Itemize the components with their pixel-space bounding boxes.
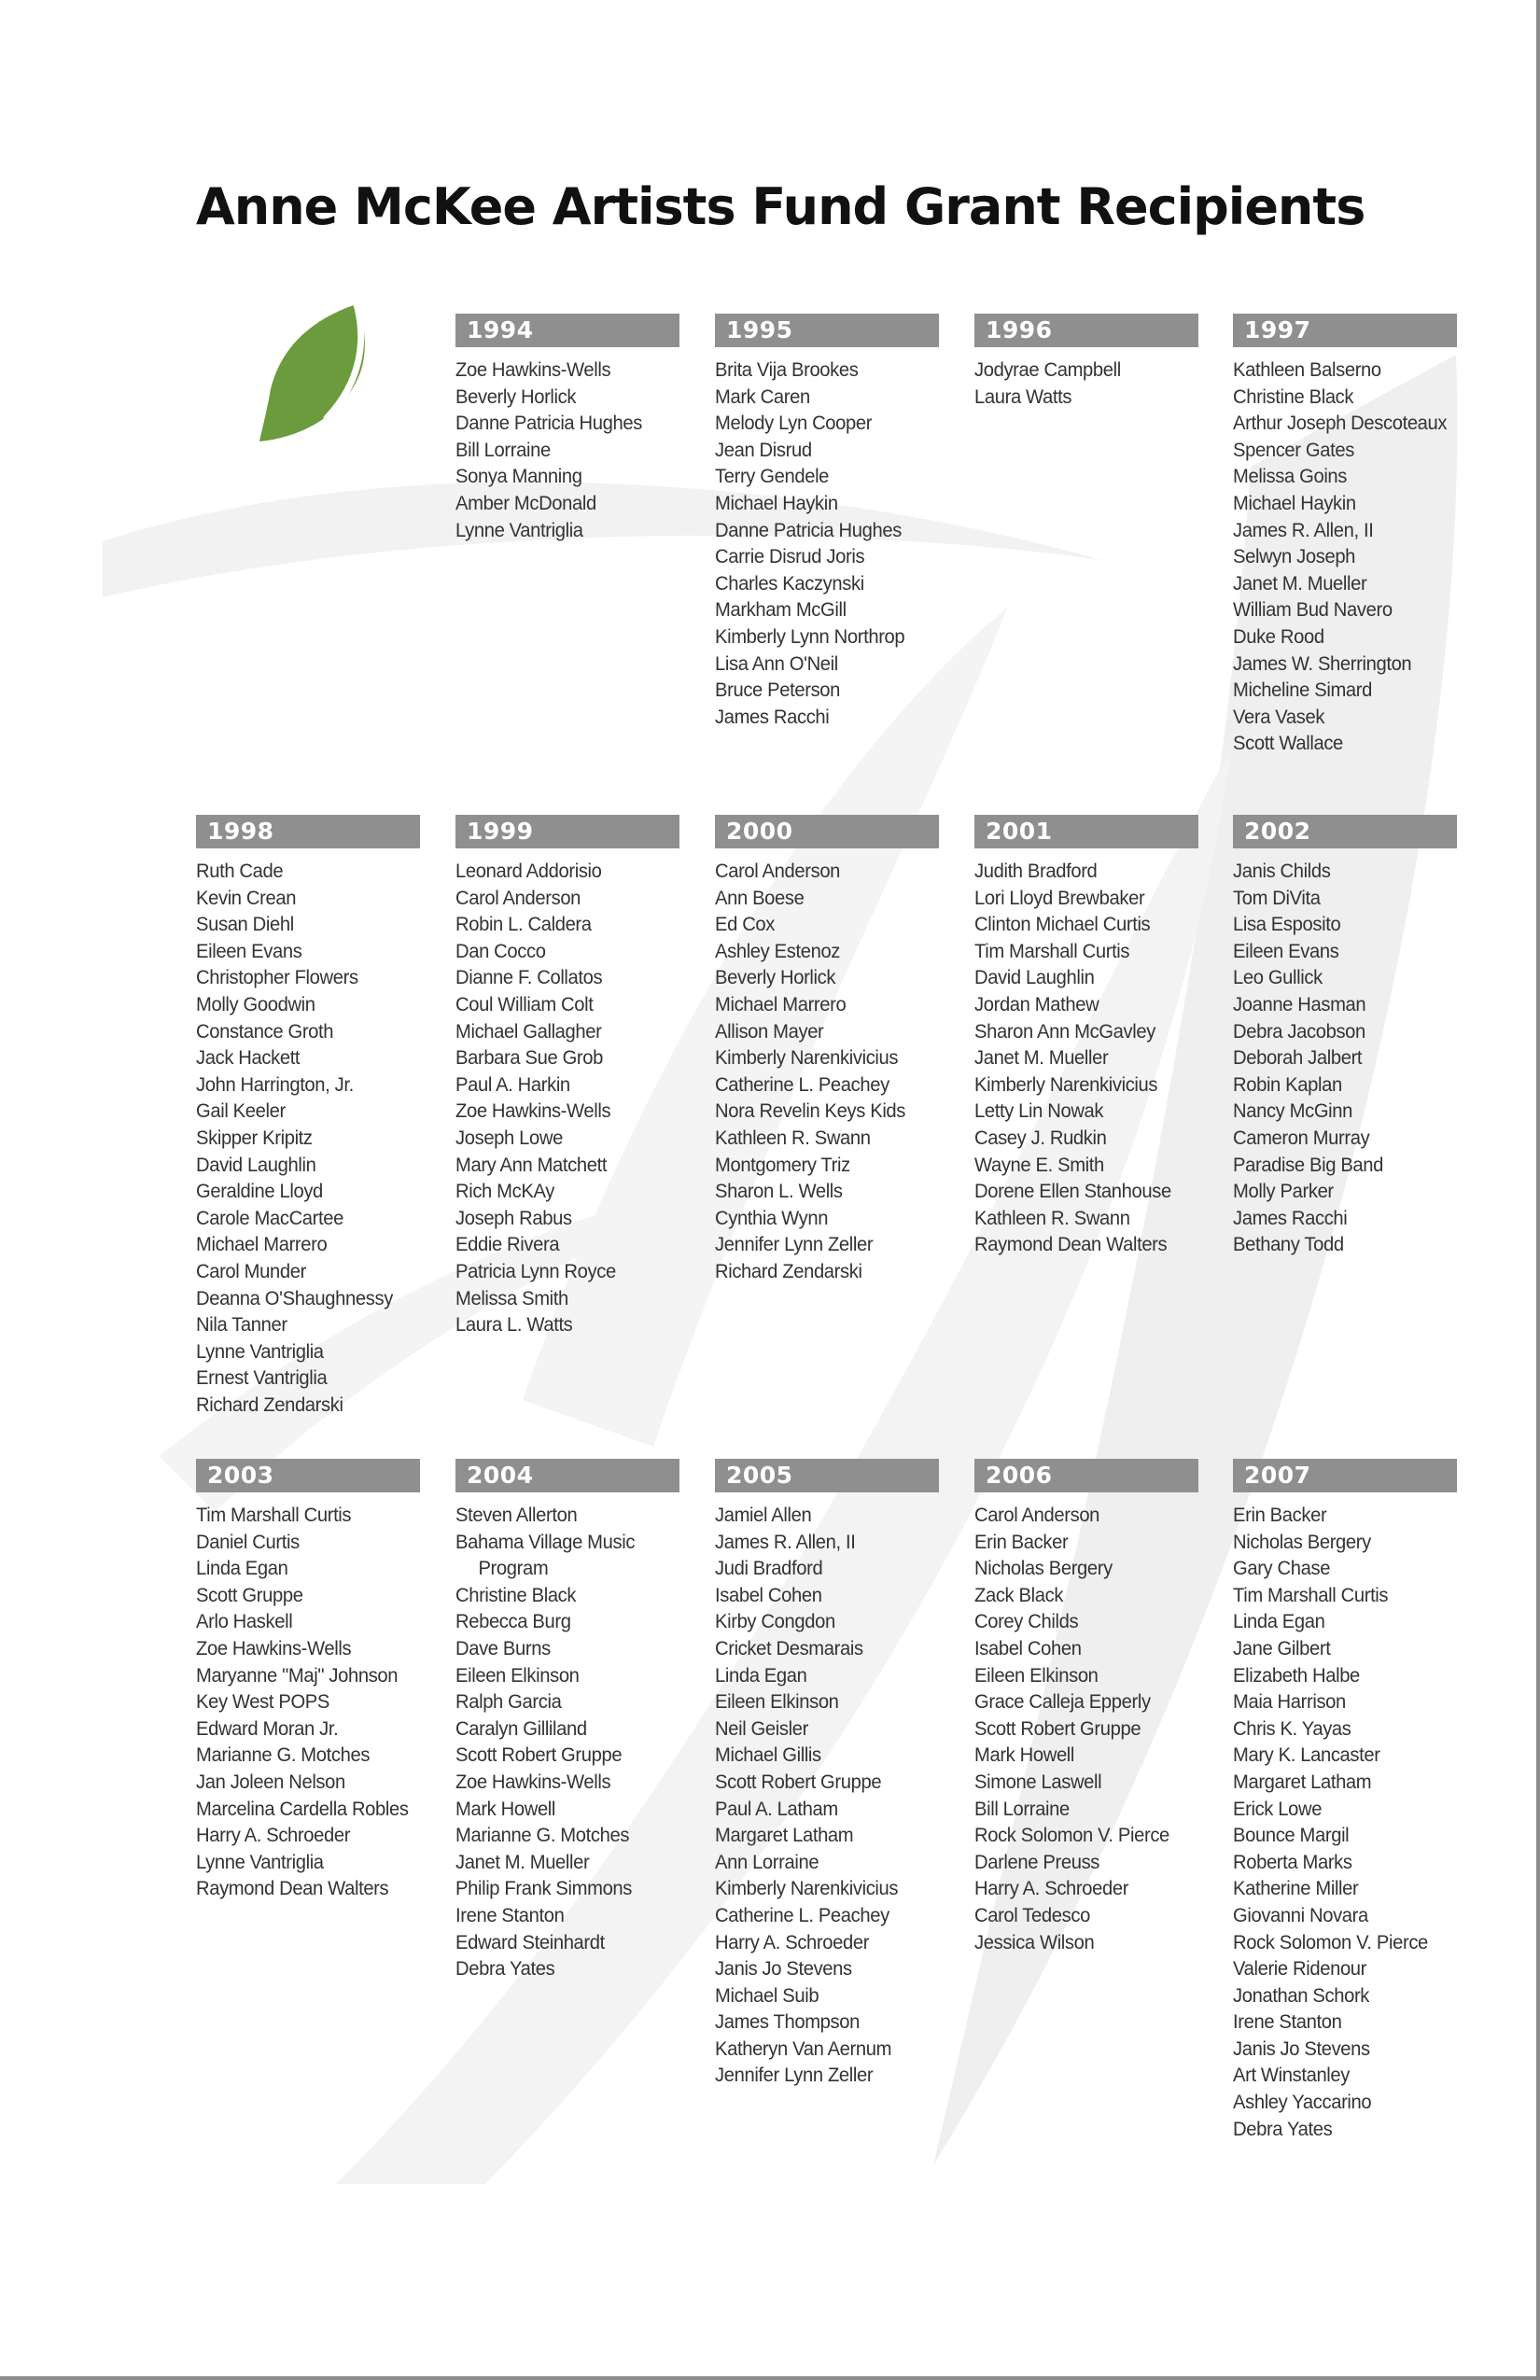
recipient-name: Joanne Hasman — [1233, 992, 1366, 1015]
recipient-name: James W. Sherrington — [1233, 651, 1412, 675]
recipient-name: Tim Marshall Curtis — [1233, 1583, 1389, 1606]
leaf-icon — [252, 297, 383, 446]
recipient-name: Molly Parker — [1233, 1180, 1334, 1203]
year-header: 2005 — [715, 1459, 939, 1492]
recipient-name: Leo Gullick — [1233, 966, 1323, 989]
recipient-name: Jennifer Lynn Zeller — [715, 2064, 874, 2087]
year-header: 1996 — [974, 314, 1198, 347]
recipient-name: Cameron Murray — [1233, 1126, 1370, 1149]
year-header: 2004 — [455, 1459, 679, 1492]
recipient-name: Margaret Latham — [1233, 1770, 1372, 1793]
recipient-name: Ashley Yaccarino — [1233, 2091, 1372, 2114]
recipient-name: Constance Groth — [196, 1019, 334, 1043]
recipient-name: Carrie Disrud Joris — [715, 545, 865, 568]
recipient-name: Richard Zendarski — [196, 1393, 343, 1416]
recipient-name: Michael Suib — [715, 1983, 819, 2007]
recipient-name: Letty Lin Nowak — [974, 1099, 1104, 1123]
recipient-name: Caralyn Gilliland — [455, 1716, 587, 1740]
recipient-name: Bill Lorraine — [455, 438, 551, 461]
recipient-list — [715, 357, 939, 730]
recipient-name: Vera Vasek — [1233, 705, 1325, 728]
recipient-name: Scott Robert Gruppe — [715, 1770, 882, 1793]
recipient-name: Kevin Crean — [196, 886, 297, 909]
recipient-name: Isabel Cohen — [715, 1583, 822, 1606]
recipient-name: Ernest Vantriglia — [196, 1366, 328, 1390]
recipient-name: Beverly Horlick — [715, 966, 836, 989]
recipient-name: Linda Egan — [196, 1557, 288, 1580]
recipient-name: Beverly Horlick — [455, 385, 577, 408]
recipient-name: Rock Solomon V. Pierce — [974, 1824, 1169, 1847]
recipient-name: Nicholas Bergery — [974, 1557, 1113, 1580]
recipient-name: Michael Gallagher — [455, 1019, 602, 1043]
recipient-name: Raymond Dean Walters — [196, 1877, 389, 1900]
recipient-name: John Harrington, Jr. — [196, 1072, 354, 1096]
recipient-name: Eddie Rivera — [455, 1233, 560, 1256]
recipient-list — [974, 858, 1198, 1258]
recipient-name: Dave Burns — [455, 1636, 551, 1659]
recipient-name: Paradise Big Band — [1233, 1153, 1384, 1176]
recipient-name: Michael Haykin — [715, 491, 838, 514]
recipient-name: Laura Watts — [974, 385, 1072, 408]
recipient-name: Jonathan Schork — [1233, 1983, 1370, 2007]
recipient-name: Eileen Evans — [196, 939, 302, 962]
recipient-name: Janis Childs — [1233, 860, 1331, 882]
recipient-name: Eileen Elkinson — [974, 1663, 1099, 1687]
year-column-2004 — [455, 1459, 679, 1982]
recipient-name: Eileen Evans — [1233, 939, 1339, 962]
recipient-name: James R. Allen, II — [1233, 518, 1374, 541]
recipient-name: Kirby Congdon — [715, 1610, 835, 1633]
recipient-name: Chris K. Yayas — [1233, 1716, 1351, 1740]
recipient-name: Program — [478, 1557, 549, 1580]
recipient-list — [974, 1502, 1198, 1955]
recipient-name: Marianne G. Motches — [196, 1743, 371, 1767]
recipient-name: Dan Cocco — [455, 939, 546, 962]
recipient-name: Michael Marrero — [196, 1233, 328, 1256]
recipient-name: Allison Mayer — [715, 1019, 824, 1043]
recipient-name: Kimberly Narenkivicius — [715, 1877, 899, 1900]
recipient-list — [974, 357, 1198, 410]
recipient-name: Tim Marshall Curtis — [196, 1504, 352, 1526]
recipient-name: Jean Disrud — [715, 438, 812, 461]
recipient-list — [455, 858, 679, 1338]
recipient-name: Maryanne "Maj" Johnson — [196, 1663, 399, 1687]
recipient-name: Katherine Miller — [1233, 1877, 1359, 1900]
year-column-2005 — [715, 1459, 939, 2089]
recipient-name: Paul A. Latham — [715, 1797, 838, 1820]
recipient-name: Mary K. Lancaster — [1233, 1743, 1380, 1767]
recipient-name: Ann Lorraine — [715, 1850, 819, 1873]
recipient-name: Zoe Hawkins-Wells — [196, 1636, 352, 1659]
recipient-name: Melody Lyn Cooper — [715, 412, 873, 435]
recipient-name: Terry Gendele — [715, 465, 830, 488]
recipient-name: Debra Jacobson — [1233, 1019, 1365, 1043]
recipient-name: Michael Marrero — [715, 992, 847, 1015]
recipient-name: Jennifer Lynn Zeller — [715, 1233, 874, 1256]
recipient-name: Marcelina Cardella Robles — [196, 1797, 409, 1820]
year-column-2002 — [1233, 815, 1457, 1258]
recipient-name: Zoe Hawkins-Wells — [455, 1099, 611, 1123]
year-column-1996 — [974, 314, 1198, 410]
recipient-name: Janis Jo Stevens — [1233, 2037, 1370, 2060]
recipient-name: Carol Anderson — [455, 886, 581, 909]
recipient-name: Carol Munder — [196, 1259, 306, 1282]
recipient-name: Christine Black — [455, 1583, 577, 1606]
recipient-name: Katheryn Van Aernum — [715, 2037, 892, 2060]
recipient-name: Zoe Hawkins-Wells — [455, 1770, 611, 1793]
recipient-name: Jane Gilbert — [1233, 1636, 1331, 1659]
page-title: Anne McKee Artists Fund Grant Recipients — [196, 177, 1365, 236]
recipient-name: Wayne E. Smith — [974, 1153, 1104, 1176]
recipient-name: Michael Gillis — [715, 1743, 821, 1767]
recipient-name: Robin L. Caldera — [455, 913, 592, 936]
recipient-name: Janet M. Mueller — [1233, 571, 1367, 595]
recipient-name: Melissa Smith — [455, 1286, 568, 1309]
recipient-name: Deborah Jalbert — [1233, 1046, 1363, 1070]
recipient-name: Dianne F. Collatos — [455, 966, 603, 989]
recipient-name: Leonard Addorisio — [455, 860, 602, 882]
recipient-name: Cricket Desmarais — [715, 1636, 863, 1659]
recipient-list — [196, 1502, 420, 1902]
recipient-name: Janis Jo Stevens — [715, 1957, 852, 1981]
recipient-name: Joseph Rabus — [455, 1206, 572, 1229]
recipient-name: Nicholas Bergery — [1233, 1530, 1371, 1553]
year-column-2000 — [715, 815, 939, 1285]
year-column-1999 — [455, 815, 679, 1338]
recipient-name: Sonya Manning — [455, 465, 582, 488]
recipient-name: Kathleen R. Swann — [974, 1206, 1130, 1229]
recipient-name: Carol Anderson — [974, 1504, 1100, 1526]
recipient-name: Cynthia Wynn — [715, 1206, 829, 1229]
recipient-name: Linda Egan — [1233, 1610, 1325, 1633]
year-header: 2000 — [715, 815, 939, 848]
recipient-list — [455, 357, 679, 543]
recipient-name: Marianne G. Motches — [455, 1824, 630, 1847]
recipient-name: Clinton Michael Curtis — [974, 913, 1151, 936]
recipient-name: Erin Backer — [1233, 1504, 1327, 1526]
recipient-name: Raymond Dean Walters — [974, 1233, 1168, 1256]
recipient-name: Rebecca Burg — [455, 1610, 571, 1633]
recipient-list — [1233, 357, 1457, 757]
recipient-name: Elizabeth Halbe — [1233, 1663, 1360, 1687]
recipient-name: Dorene Ellen Stanhouse — [974, 1180, 1171, 1203]
recipient-name: Kathleen R. Swann — [715, 1126, 871, 1149]
recipient-name: Joseph Lowe — [455, 1126, 563, 1149]
recipient-name: Jessica Wilson — [974, 1930, 1095, 1953]
recipient-name: Margaret Latham — [715, 1824, 854, 1847]
recipient-name: Charles Kaczynski — [715, 571, 864, 595]
recipient-name: Jamiel Allen — [715, 1504, 812, 1526]
recipient-list — [196, 858, 420, 1418]
year-column-2007 — [1233, 1459, 1457, 2142]
year-header: 1999 — [455, 815, 679, 848]
recipient-name: Christopher Flowers — [196, 966, 358, 989]
recipient-name: Edward Moran Jr. — [196, 1716, 339, 1740]
recipient-list — [455, 1502, 679, 1982]
recipient-name: Robin Kaplan — [1233, 1072, 1342, 1096]
recipient-name: Eileen Elkinson — [455, 1663, 580, 1687]
recipient-name: Brita Vija Brookes — [715, 358, 859, 381]
year-column-2003 — [196, 1459, 420, 1902]
recipient-name: Catherine L. Peachey — [715, 1903, 889, 1926]
recipient-name: Jan Joleen Nelson — [196, 1770, 345, 1793]
recipient-name: Eileen Elkinson — [715, 1690, 839, 1714]
recipient-name: Nila Tanner — [196, 1313, 287, 1337]
year-header: 1998 — [196, 815, 420, 848]
recipient-name: Nancy McGinn — [1233, 1099, 1353, 1123]
recipient-name: Jordan Mathew — [974, 992, 1099, 1015]
year-column-2001 — [974, 815, 1198, 1258]
recipient-name: Danne Patricia Hughes — [455, 412, 642, 435]
recipient-name: Erin Backer — [974, 1530, 1069, 1553]
year-column-1994 — [455, 314, 679, 543]
recipient-name: Amber McDonald — [455, 491, 596, 514]
recipient-name: Paul A. Harkin — [455, 1072, 570, 1096]
recipient-name: Irene Stanton — [1233, 2010, 1342, 2034]
recipient-list — [1233, 858, 1457, 1258]
recipient-name: Bill Lorraine — [974, 1797, 1070, 1820]
recipient-list — [715, 1502, 939, 2089]
recipient-name: Ann Boese — [715, 886, 805, 909]
recipient-name: Daniel Curtis — [196, 1530, 300, 1553]
recipient-name: Markham McGill — [715, 598, 847, 622]
recipient-name: Richard Zendarski — [715, 1259, 862, 1282]
recipient-name: James Thompson — [715, 2010, 860, 2034]
recipient-name: Harry A. Schroeder — [715, 1930, 870, 1953]
recipient-name: James Racchi — [1233, 1206, 1348, 1229]
recipient-name: Arlo Haskell — [196, 1610, 293, 1633]
recipient-name: Debra Yates — [1233, 2117, 1333, 2140]
recipient-name: Catherine L. Peachey — [715, 1072, 889, 1096]
recipient-name: Kimberly Narenkivicius — [715, 1046, 899, 1070]
recipient-name: Susan Diehl — [196, 913, 294, 936]
recipient-name: Duke Rood — [1233, 624, 1324, 648]
year-header: 1997 — [1233, 314, 1457, 347]
year-header: 1994 — [455, 314, 679, 347]
recipient-name: David Laughlin — [974, 966, 1095, 989]
recipient-name: Bahama Village Music — [455, 1530, 636, 1553]
recipient-name: Mary Ann Matchett — [455, 1153, 608, 1176]
recipient-name: Irene Stanton — [455, 1903, 565, 1926]
year-column-1997 — [1233, 314, 1457, 757]
recipient-name: Geraldine Lloyd — [196, 1180, 323, 1203]
recipient-name: Gail Keeler — [196, 1099, 286, 1123]
recipient-name: Deanna O'Shaughnessy — [196, 1286, 393, 1309]
recipient-name: Kathleen Balserno — [1233, 358, 1381, 381]
recipient-name: Linda Egan — [715, 1663, 807, 1687]
recipient-name: Lynne Vantriglia — [196, 1850, 324, 1873]
recipient-name: Gary Chase — [1233, 1557, 1331, 1580]
recipient-name: Lynne Vantriglia — [455, 518, 583, 541]
recipient-name: Mark Caren — [715, 385, 810, 408]
recipient-name: Judith Bradford — [974, 860, 1098, 882]
recipient-name: Kimberly Lynn Northrop — [715, 624, 905, 648]
recipient-name: Bounce Margil — [1233, 1824, 1350, 1847]
recipient-list — [715, 858, 939, 1285]
recipient-name: Harry A. Schroeder — [974, 1877, 1129, 1900]
year-header: 2006 — [974, 1459, 1198, 1492]
recipient-name: Sharon Ann McGavley — [974, 1019, 1155, 1043]
recipient-name: Carol Tedesco — [974, 1903, 1090, 1926]
recipient-name: Simone Laswell — [974, 1770, 1102, 1793]
recipient-name: Edward Steinhardt — [455, 1930, 605, 1953]
recipient-name: Scott Robert Gruppe — [455, 1743, 623, 1767]
recipient-name: Jodyrae Campbell — [974, 358, 1121, 381]
recipient-name: James Racchi — [715, 705, 830, 728]
recipient-name: Lori Lloyd Brewbaker — [974, 886, 1145, 909]
recipient-name: Skipper Kripitz — [196, 1126, 313, 1149]
recipient-list — [1233, 1502, 1457, 2142]
recipient-name: Sharon L. Wells — [715, 1180, 843, 1203]
recipient-name: Scott Wallace — [1233, 732, 1343, 755]
recipient-name: Ruth Cade — [196, 860, 284, 882]
recipient-name: Tim Marshall Curtis — [974, 939, 1130, 962]
recipient-name: Ralph Garcia — [455, 1690, 562, 1714]
recipient-name: Darlene Preuss — [974, 1850, 1100, 1873]
recipient-name: Michael Haykin — [1233, 491, 1356, 514]
recipient-name: Judi Bradford — [715, 1557, 823, 1580]
recipient-name: Ashley Estenoz — [715, 939, 841, 962]
recipient-name: Mark Howell — [455, 1797, 556, 1820]
recipient-name: Barbara Sue Grob — [455, 1046, 604, 1070]
recipient-name: Jack Hackett — [196, 1046, 301, 1070]
recipient-name: Spencer Gates — [1233, 438, 1354, 461]
recipient-name: Kimberly Narenkivicius — [974, 1072, 1158, 1096]
recipient-name: Carole MacCartee — [196, 1206, 343, 1229]
recipient-name: Zoe Hawkins-Wells — [455, 358, 611, 381]
recipient-name: Coul William Colt — [455, 992, 594, 1015]
recipient-name: Harry A. Schroeder — [196, 1824, 351, 1847]
recipient-name: Nora Revelin Keys Kids — [715, 1099, 906, 1123]
recipient-name: Valerie Ridenour — [1233, 1957, 1367, 1981]
recipient-name: Patricia Lynn Royce — [455, 1259, 616, 1282]
recipient-name: Arthur Joseph Descoteaux — [1233, 412, 1448, 435]
recipient-name: Grace Calleja Epperly — [974, 1690, 1151, 1714]
recipient-name: Debra Yates — [455, 1957, 555, 1981]
year-column-2006 — [974, 1459, 1198, 1955]
recipient-name: Giovanni Novara — [1233, 1903, 1368, 1926]
recipient-name: Neil Geisler — [715, 1716, 808, 1740]
year-column-1995 — [715, 314, 939, 730]
recipient-name: Key West POPS — [196, 1690, 329, 1714]
recipient-name: Bruce Peterson — [715, 679, 841, 702]
recipient-name: Rich McKAy — [455, 1180, 554, 1203]
recipient-name: James R. Allen, II — [715, 1530, 856, 1553]
recipient-name: Bethany Todd — [1233, 1233, 1344, 1256]
year-header: 2003 — [196, 1459, 420, 1492]
year-header: 1995 — [715, 314, 939, 347]
recipient-name: Ed Cox — [715, 913, 776, 936]
recipient-name: Philip Frank Simmons — [455, 1877, 633, 1900]
recipient-name: Lisa Ann O'Neil — [715, 651, 838, 675]
year-header: 2007 — [1233, 1459, 1457, 1492]
year-header: 2002 — [1233, 815, 1457, 848]
recipient-name: Casey J. Rudkin — [974, 1126, 1107, 1149]
recipient-name: Art Winstanley — [1233, 2064, 1351, 2087]
recipient-name: Isabel Cohen — [974, 1636, 1082, 1659]
recipient-name: Janet M. Mueller — [455, 1850, 590, 1873]
year-column-1998 — [196, 815, 420, 1418]
recipient-name: Zack Black — [974, 1583, 1064, 1606]
recipient-name: Janet M. Mueller — [974, 1046, 1109, 1070]
recipient-name: David Laughlin — [196, 1153, 316, 1176]
recipient-name: Danne Patricia Hughes — [715, 518, 902, 541]
recipient-name: Tom DiVita — [1233, 886, 1321, 909]
recipient-name: Montgomery Triz — [715, 1153, 850, 1176]
recipient-name: Erick Lowe — [1233, 1797, 1323, 1820]
recipient-name: William Bud Navero — [1233, 598, 1393, 622]
recipient-name: Roberta Marks — [1233, 1850, 1352, 1873]
recipient-name: Scott Robert Gruppe — [974, 1716, 1141, 1740]
recipient-name: Corey Childs — [974, 1610, 1079, 1633]
year-header: 2001 — [974, 815, 1198, 848]
recipient-name: Carol Anderson — [715, 860, 841, 882]
recipient-name: Maia Harrison — [1233, 1690, 1346, 1714]
recipient-name: Lynne Vantriglia — [196, 1339, 324, 1363]
recipient-name: Micheline Simard — [1233, 679, 1372, 702]
recipient-name: Laura L. Watts — [455, 1313, 573, 1337]
recipient-name: Lisa Esposito — [1233, 913, 1341, 936]
recipient-name: Rock Solomon V. Pierce — [1233, 1930, 1428, 1953]
recipient-name: Melissa Goins — [1233, 465, 1348, 488]
recipient-name: Molly Goodwin — [196, 992, 315, 1015]
recipient-name: Mark Howell — [974, 1743, 1075, 1767]
recipient-name: Scott Gruppe — [196, 1583, 303, 1606]
recipient-name: Selwyn Joseph — [1233, 545, 1356, 568]
recipient-name: Steven Allerton — [455, 1504, 578, 1526]
recipient-name: Christine Black — [1233, 385, 1354, 408]
